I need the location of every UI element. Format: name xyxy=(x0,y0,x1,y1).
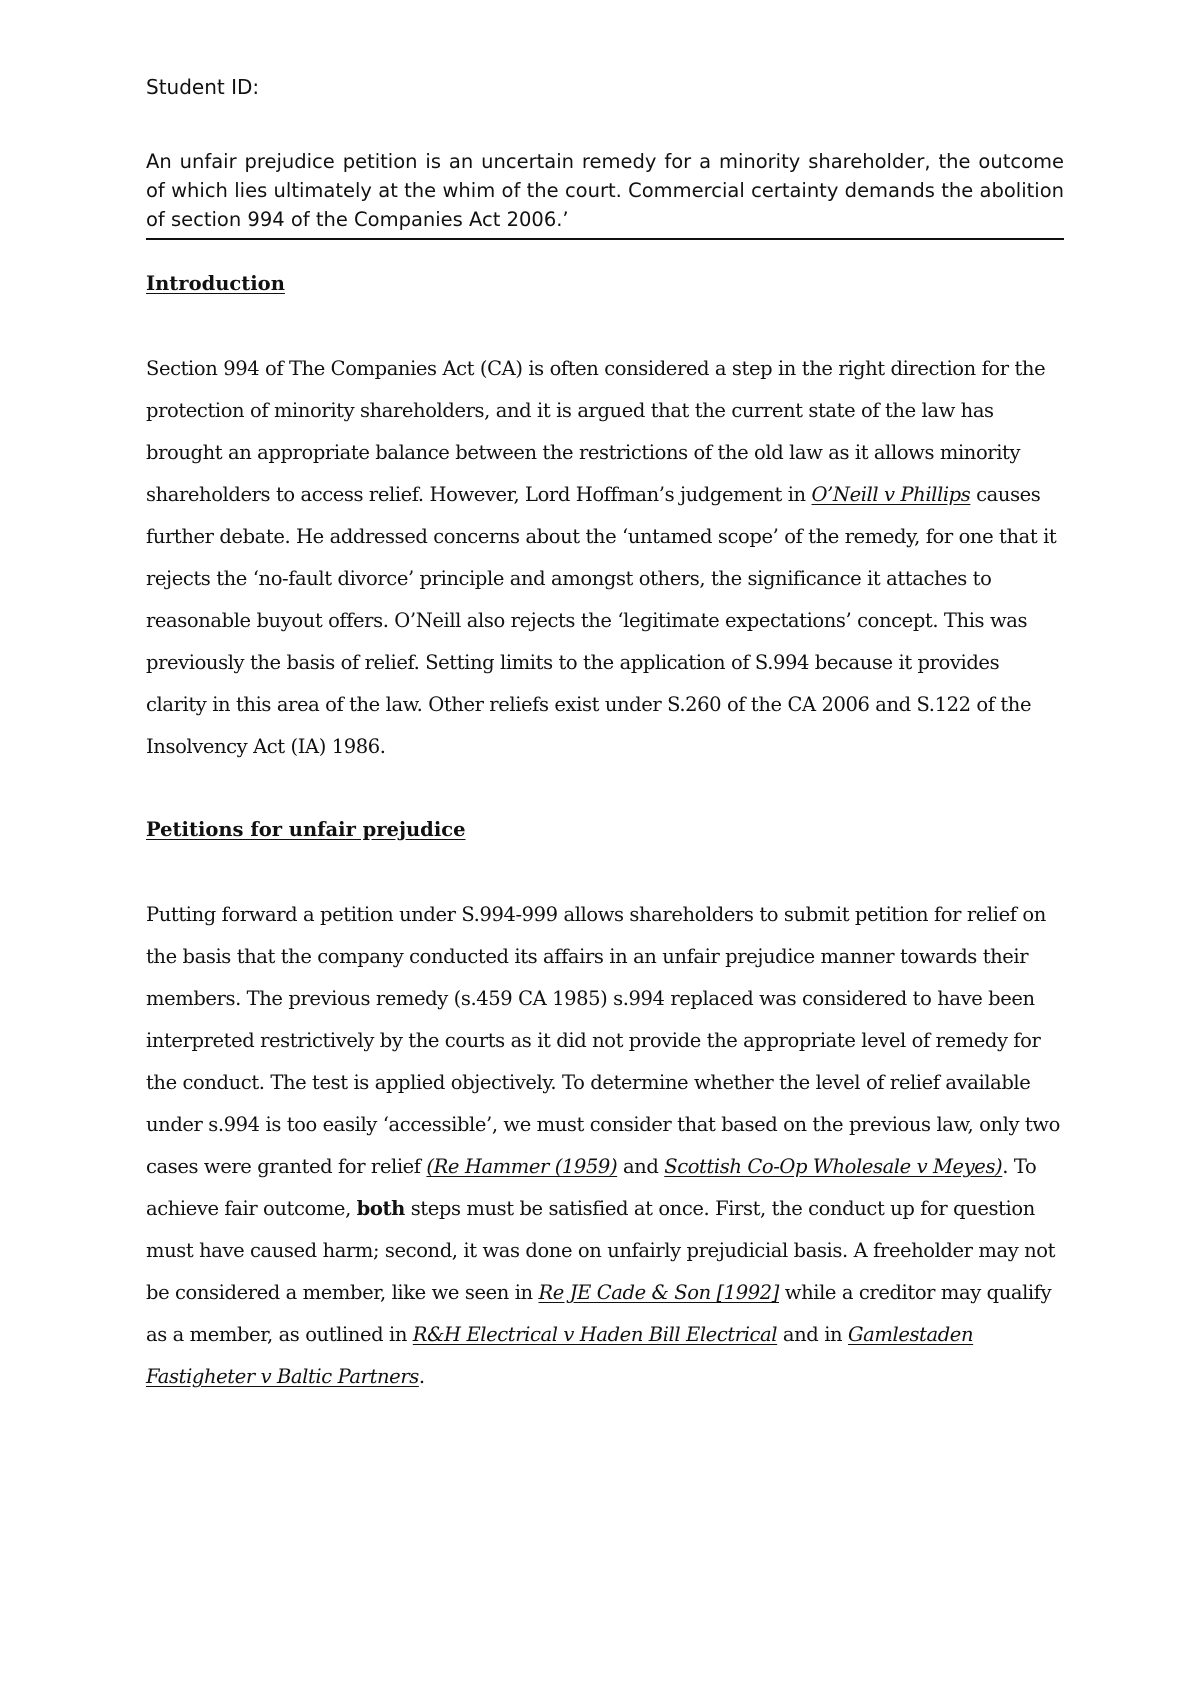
case-gamlestaden: Gamlestaden Fastigheter v Baltic Partners xyxy=(146,1323,974,1388)
case-rh-electrical: R&H Electrical v Haden Bill Electrical xyxy=(412,1323,778,1346)
intro-text-1: Section 994 of The Companies Act (CA) is often considered a step in the right direction for the protection of minority shareholders, and it is argued that the current state of the law has brought an appropriate balance between the restrictions of the old law as it allows minority shareholders to access relief. However, Lord Hoffman’s judgement in xyxy=(146,357,1046,506)
intro-text-2: causes further debate. He addressed concerns about the ‘untamed scope’ of the remedy, for one that it rejects the ‘no-fault divorce’ principle and amongst others, the significance it attaches to reasonable buyout offers. O’Neill also rejects the ‘legitimate expectations’ concept. This was previously the basis of relief. Setting limits to the application of S.994 because it provides clarity in this area of the law. Other reliefs exist under S.260 of the CA 2006 and S.122 of the Insolvency Act (IA) 1986. xyxy=(146,483,1057,758)
petitions-text-4: steps must be satisfied at once. First, the conduct up for question must have caused harm; second, it was done on unfairly prejudicial basis. A freeholder may not be considered a member, like we seen in xyxy=(146,1197,1056,1304)
emphasis-both: both xyxy=(356,1197,405,1220)
petitions-text-2: and xyxy=(617,1155,665,1178)
case-oneill-v-phillips: O’Neill v Phillips xyxy=(811,483,971,506)
petitions-text-3: . To achieve fair outcome, xyxy=(146,1155,1037,1220)
document-page xyxy=(146,0,1064,1696)
introduction-heading: Introduction xyxy=(146,272,285,295)
case-scottish-co-op: Scottish Co-Op Wholesale v Meyes) xyxy=(664,1155,1003,1178)
petitions-text-6: and in xyxy=(777,1323,848,1346)
petitions-text-5: while a creditor may qualify as a member, as outlined in xyxy=(146,1281,1052,1346)
case-re-hammer: (Re Hammer (1959) xyxy=(426,1155,618,1178)
petitions-paragraph xyxy=(146,894,1064,1398)
essay-question: An unfair prejudice petition is an uncertain remedy for a minority shareholder, the outcome of which lies ultimately at the whim of the court. Commercial certainty demands the abolition of section 994 of the Companies Act 2006.’ xyxy=(146,147,1064,240)
petitions-text-1: Putting forward a petition under S.994-999 allows shareholders to submit petition for relief on the basis that the company conducted its affairs in an unfair prejudice manner towards their members. The previous remedy (s.459 CA 1985) s.994 replaced was considered to have been interpreted restrictively by the courts as it did not provide the appropriate level of remedy for the conduct. The test is applied objectively. To determine whether the level of relief available under s.994 is too easily ‘accessible’, we must consider that based on the previous law, only two cases were granted for relief xyxy=(146,903,1060,1178)
petitions-heading: Petitions for unfair prejudice xyxy=(146,818,466,841)
case-re-je-cade: Re JE Cade & Son [1992] xyxy=(538,1281,779,1304)
introduction-paragraph xyxy=(146,348,1064,768)
petitions-text-7: . xyxy=(418,1365,425,1388)
student-id-label: Student ID: xyxy=(146,75,260,99)
